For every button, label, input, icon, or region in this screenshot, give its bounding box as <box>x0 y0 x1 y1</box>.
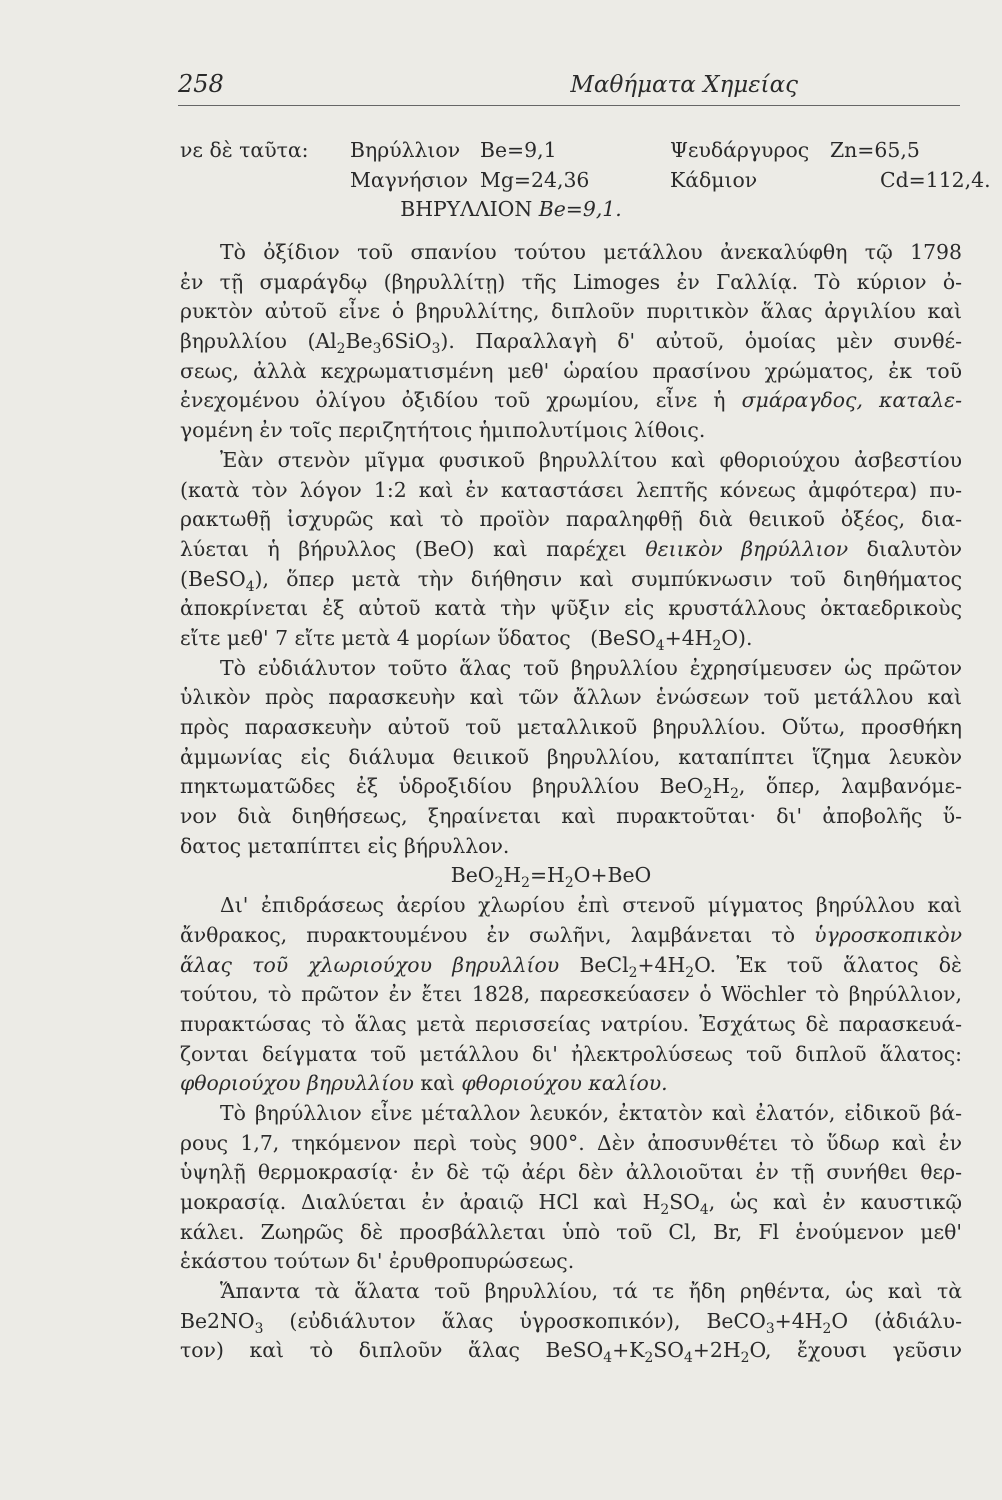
element-weight: Be=9,1 <box>480 138 557 162</box>
table-row <box>180 166 991 196</box>
text-line: ρυκτὸν αὐτοῦ εἶνε ὁ βηρυλλίτης, διπλοῦν πυριτικὸν ἅλας ἀργιλίου καὶ <box>180 299 962 324</box>
text-line: (BeSO$_4$), ὅπερ μετὰ τὴν διήθησιν καὶ συμπύκνωσιν τοῦ διηθήματος <box>180 566 962 595</box>
text-line: σεως, ἀλλὰ κεχρωματισμένη μεθ' ὡραίου πρασίνου χρώματος, ἐκ τοῦ <box>180 358 962 383</box>
text-line: δατος μεταπίπτει εἰς βήρυλλον. <box>180 833 510 858</box>
text-line: τον) καὶ τὸ διπλοῦν ἅλας $BeSO_4+K_2SO_4+2H_2O$, ἔχουσι γεῦσιν <box>180 1338 962 1367</box>
text-line: ἐνεχομένου ὀλίγου ὀξιδίου τοῦ χρωμίου, εἶνε ἡ σμάραγδος, καταλε- <box>180 388 962 413</box>
text-line: Τὸ βηρύλλιον εἶνε μέταλλον λευκόν, ἐκτατὸν καὶ ἐλατόν, εἰδικοῦ βά- <box>220 1100 962 1125</box>
section-title <box>180 195 962 225</box>
header-rule <box>178 105 960 106</box>
equation: $BeO_2H_2=H_2O+BeO$ <box>450 863 652 892</box>
body-text <box>180 238 962 1366</box>
text-line: ὑψηλῇ θερμοκρασίᾳ· ἐν δὲ τῷ ἀέρι δὲν ἀλλοιοῦται ἐν τῇ συνήθει θερ- <box>180 1160 962 1185</box>
text-line: Δι' ἐπιδράσεως ἀερίου χλωρίου ἐπὶ στενοῦ μίγματος βηρύλλου καὶ <box>220 893 962 918</box>
section-title-name: ΒΗΡΥΛΛΙΟΝ <box>400 197 533 222</box>
text-line: πηκτωματῶδες ἐξ ὑδροξιδίου βηρυλλίου $BeO_2H_2$, ὅπερ, λαμβανόμε- <box>180 774 962 803</box>
element-weight: Mg=24,36 <box>480 167 590 192</box>
text-line: τούτου, τὸ πρῶτον ἐν ἔτει 1828, παρεσκεύασεν ὁ Wöchler τὸ βηρύλλιον, <box>180 982 962 1007</box>
text-line: ἐν τῇ σμαράγδῳ (βηρυλλίτῃ) τῆς Limoges ἐν Γαλλίᾳ. Τὸ κύριον ὀ- <box>180 269 962 294</box>
text-line: Τὸ ὀξίδιον τοῦ σπανίου τούτου μετάλλου ἀνεκαλύφθη τῷ 1798 <box>220 240 962 264</box>
element-name: Βηρύλλιον <box>350 138 461 162</box>
text-line: (κατὰ τὸν λόγον 1:2 καὶ ἐν καταστάσει λεπτῆς κόνεως ἀμφότερα) πυ- <box>180 477 962 502</box>
text-line: γομένη ἐν τοῖς περιζητήτοις ἡμιπολυτίμοις λίθοις. <box>180 418 706 443</box>
text-line: φθοριούχου βηρυλλίου καὶ φθοριούχου καλίου. <box>180 1071 668 1096</box>
elements-table <box>180 136 991 225</box>
text-line: ζονται δείγματα τοῦ μετάλλου δι' ἠλεκτρολύσεως τοῦ διπλοῦ ἅλατος: <box>180 1041 962 1066</box>
table-lead: νε δὲ ταῦτα: <box>180 138 309 162</box>
text-line: ἑκάστου τούτων δι' ἐρυθροπυρώσεως. <box>180 1249 575 1274</box>
text-line: πρὸς παρασκευὴν αὐτοῦ τοῦ μεταλλικοῦ βηρυλλίου. Οὕτω, προσθήκη <box>180 715 962 739</box>
text-line: ἀποκρίνεται ἐξ αὐτοῦ κατὰ τὴν ψῦξιν εἰς κρυστάλλους ὀκταεδρικοὺς <box>180 596 962 621</box>
element-weight: Cd=112,4. <box>880 167 991 192</box>
text-line: ἄνθρακος, πυρακτουμένου ἐν σωλῆνι, λαμβάνεται τὸ ὑγροσκοπικὸν <box>180 922 962 947</box>
text-line: λύεται ἡ βήρυλλος (BeO) καὶ παρέχει θειικὸν βηρύλλιον διαλυτὸν <box>180 536 962 561</box>
text-line: κάλει. Ζωηρῶς δὲ προσβάλλεται ὑπὸ τοῦ Cl, Br, Fl ἑνούμενον μεθ' <box>180 1219 962 1244</box>
text-line: νον διὰ διηθήσεως, ξηραίνεται καὶ πυρακτοῦται· δι' ἀποβολῆς ὕ- <box>180 804 962 829</box>
text-line: ἀμμωνίας εἰς διάλυμα θειικοῦ βηρυλλίου, καταπίπτει ἵζημα λευκὸν <box>180 744 962 769</box>
text-line: μοκρασίᾳ. Διαλύεται ἐν ἀραιῷ HCl καὶ $H_2SO_4$, ὡς καὶ ἐν καυστικῷ <box>180 1190 963 1219</box>
text-line: εἴτε μεθ' 7 εἴτε μετὰ 4 μορίων ὕδατος $(BeSO_4+4H_2O)$. <box>180 625 753 655</box>
text-line: Ἐὰν στενὸν μῖγμα φυσικοῦ βηρυλλίτου καὶ φθοριούχου ἀσβεστίου <box>220 447 962 472</box>
running-title: Μαθήματα Χημείας <box>570 72 798 98</box>
element-weight: Zn=65,5 <box>830 138 920 162</box>
page-number: 258 <box>178 70 224 98</box>
text-line: ρακτωθῇ ἰσχυρῶς καὶ τὸ προϊὸν παραληφθῇ διὰ θειικοῦ ὀξέος, δια- <box>180 507 962 532</box>
section-title-formula: Be=9,1. <box>538 197 622 222</box>
element-name: Ψευδάργυρος <box>670 138 810 162</box>
text-line: ρους 1,7, τηκόμενον περὶ τοὺς 900°. Δὲν ἀποσυνθέτει τὸ ὕδωρ καὶ ἐν <box>180 1130 962 1155</box>
text-line: Ἅπαντα τὰ ἅλατα τοῦ βηρυλλίου, τά τε ἤδη ρηθέντα, ὡς καὶ τὰ <box>220 1279 962 1304</box>
page-header <box>178 70 958 98</box>
text-line: $Be2NO_3$ (εὐδιάλυτον ἅλας ὑγροσκοπικόν), $BeCO_3+4H_2O$ (ἀδιάλυ- <box>180 1308 962 1337</box>
element-name: Μαγνήσιον <box>350 167 469 192</box>
text-line: πυρακτώσας τὸ ἅλας μετὰ περισσείας νατρίου. Ἐσχάτως δὲ παρασκευά- <box>180 1011 962 1036</box>
element-name: Κάδμιον <box>670 167 758 192</box>
text-line: Τὸ εὐδιάλυτον τοῦτο ἅλας τοῦ βηρυλλίου ἐχρησίμευσεν ὡς πρῶτον <box>220 655 962 680</box>
table-row <box>180 136 962 166</box>
text-line: ὑλικὸν πρὸς παρασκευὴν καὶ τῶν ἄλλων ἑνώσεων τοῦ μετάλλου καὶ <box>180 685 962 710</box>
text-line: βηρυλλίου $(Al_2Be_36SiO_3)$. Παραλλαγὴ δ' αὐτοῦ, ὁμοίας μὲν συνθέ- <box>180 329 963 358</box>
text-line: ἅλας τοῦ χλωριούχου βηρυλλίου $BeCl_2+4H_2O$. Ἐκ τοῦ ἅλατος δὲ <box>180 952 962 981</box>
